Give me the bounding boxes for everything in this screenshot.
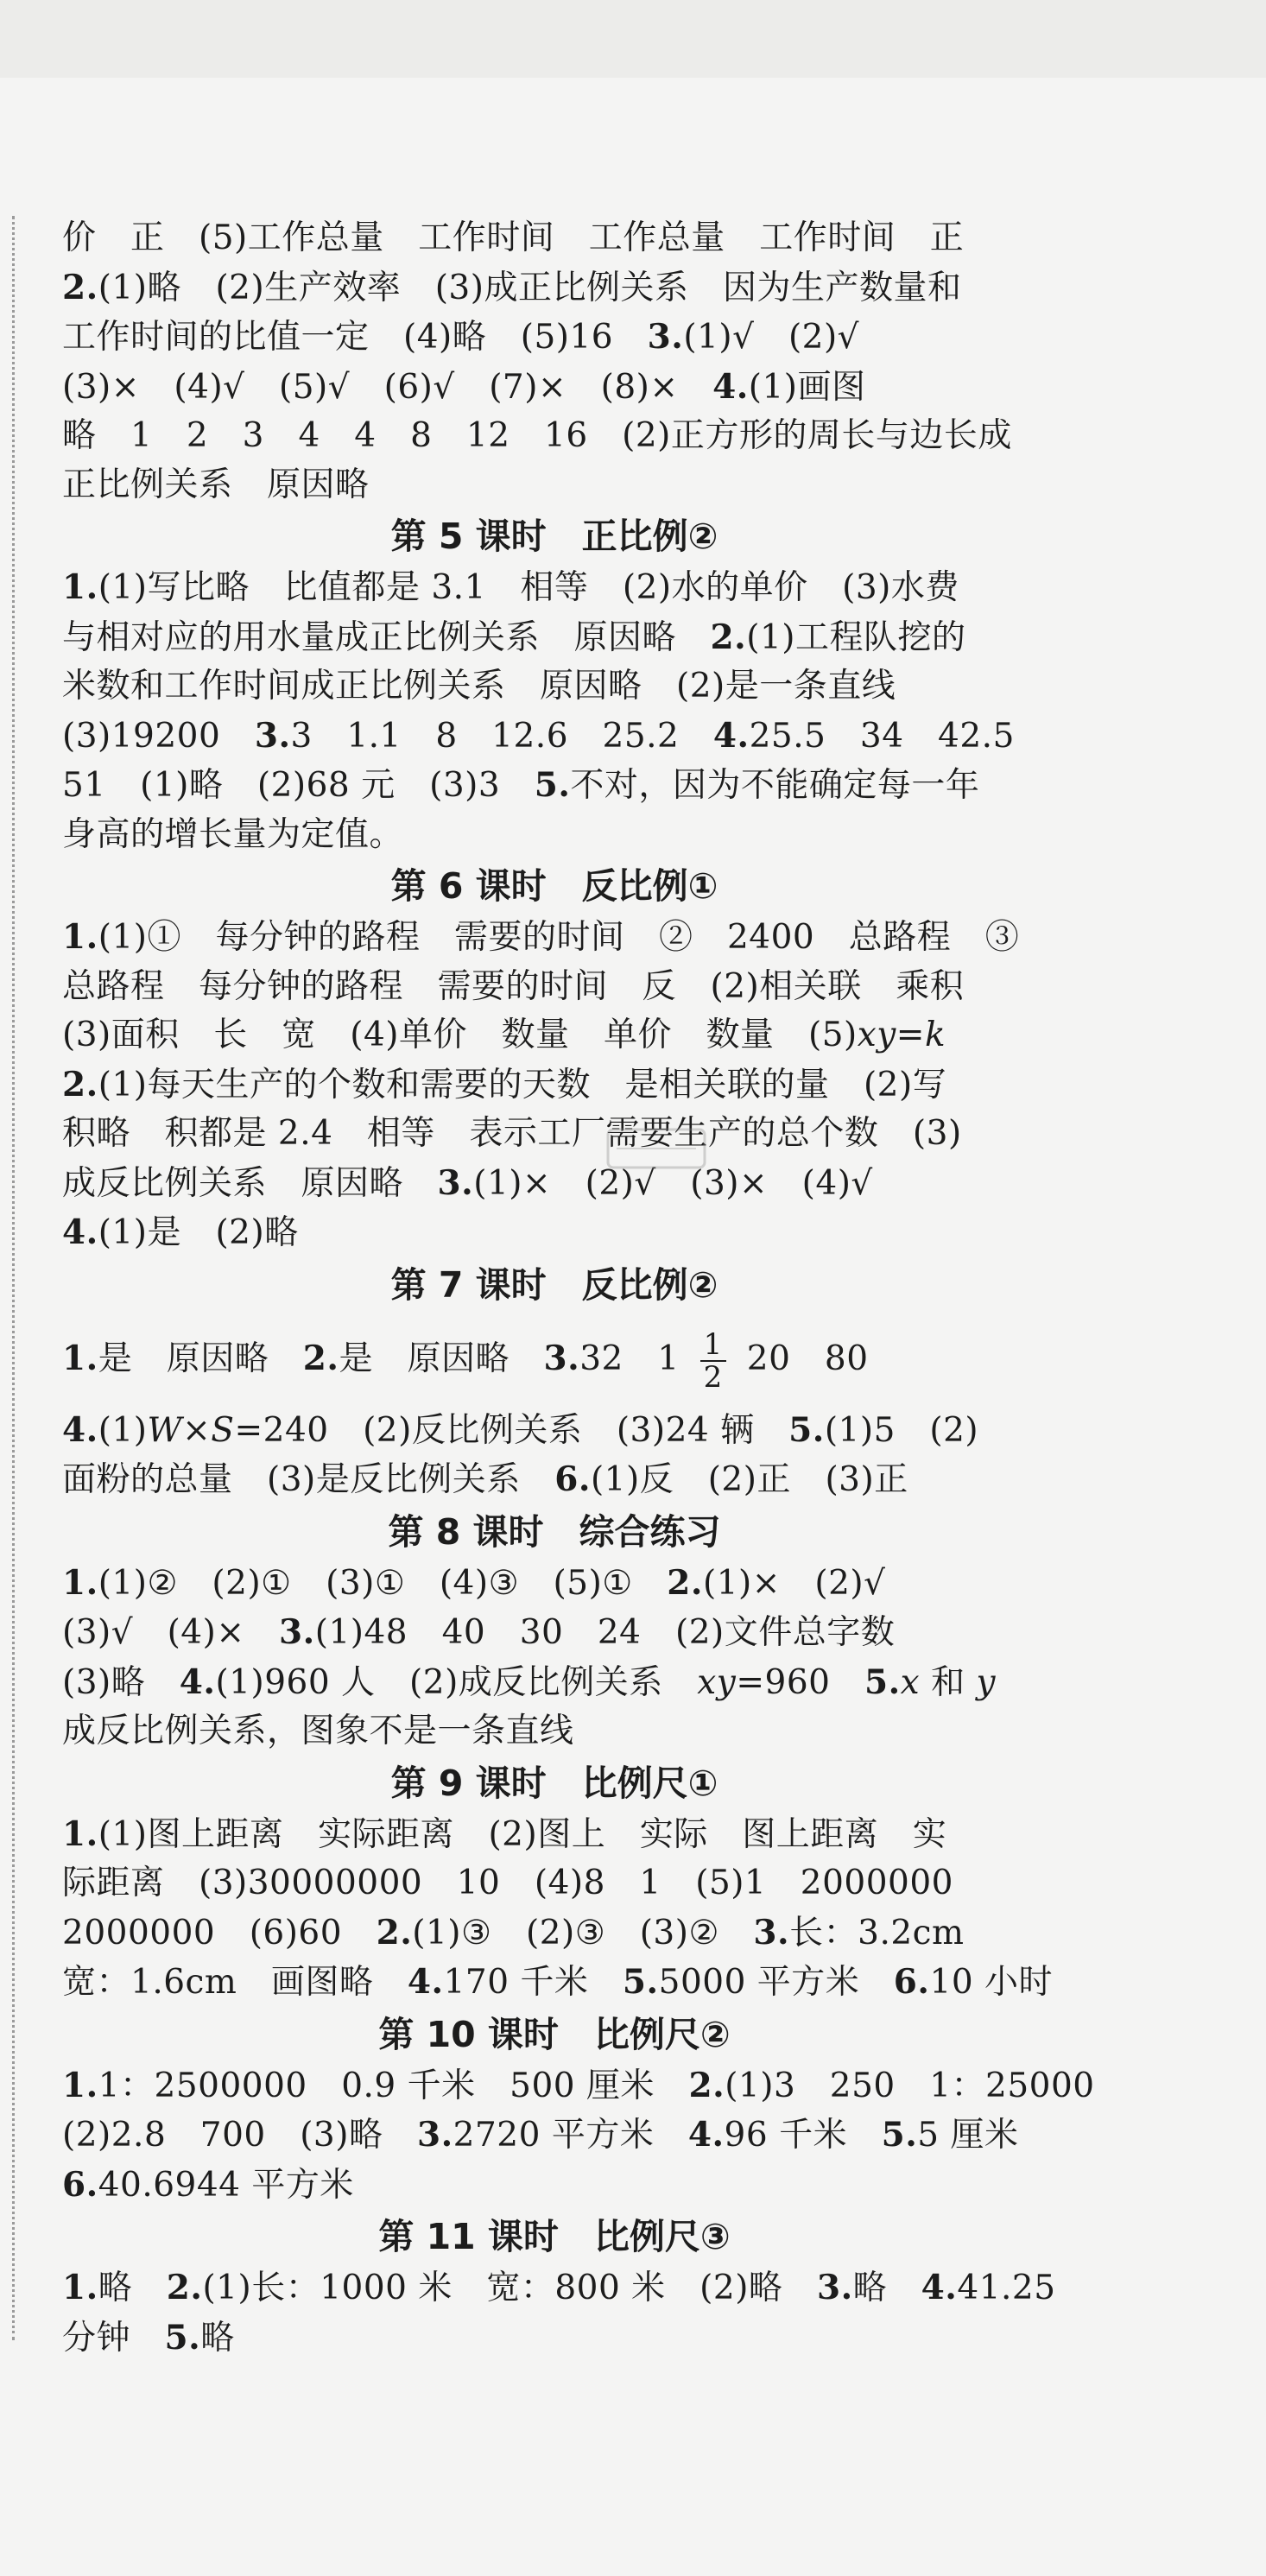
answer-line [62, 2263, 1056, 2313]
answer-text: (1)48 40 30 24 (2)文件总字数 [314, 1613, 896, 1652]
answer-text: (1) [98, 1410, 148, 1450]
question-number: 1. [62, 1338, 98, 1378]
answer-line [62, 811, 1047, 860]
math-variable: x [900, 1662, 921, 1702]
math-variable: xy [857, 1016, 896, 1054]
answer-text: 10 小时 [929, 1963, 1054, 2002]
lesson-title: 第 8 课时 综合练习 [388, 1510, 721, 1553]
answer-text: (1)图上距离 实际距离 (2)图上 实际 图上距离 实 [98, 1814, 947, 1854]
answer-line [62, 1406, 1047, 1456]
answer-line [62, 1455, 1047, 1505]
question-number: 5. [864, 1661, 901, 1702]
lesson-title: 第 11 课时 比例尺③ [378, 2216, 731, 2257]
answer-text: = [896, 1016, 925, 1054]
answer-text: 96 千米 [724, 2116, 882, 2155]
answer-line [62, 2161, 1047, 2211]
answer-text: 略 [98, 2269, 167, 2307]
question-number: 1. [62, 2065, 98, 2105]
lesson-title: 第 6 课时 反比例① [390, 865, 718, 907]
answer-line [62, 313, 1047, 363]
answer-text: 略 1 2 3 4 4 8 12 16 (2)正方形的周长与边长成 [62, 416, 1012, 455]
answer-text: 工作时间的比值一定 (4)略 (5)16 [62, 318, 648, 357]
question-number: 3. [254, 715, 291, 756]
answer-text: 略 [200, 2318, 235, 2358]
answer-text: 长：3.2cm [789, 1913, 965, 1953]
math-variable: y [976, 1662, 997, 1702]
answer-key-content [62, 214, 1095, 2363]
question-number: 1. [62, 917, 98, 957]
answer-text: 2720 平方米 [453, 2116, 688, 2155]
question-number: 4. [62, 1212, 98, 1252]
answer-text: =960 [736, 1662, 864, 1702]
lesson-title: 第 9 课时 比例尺① [390, 1762, 718, 1804]
answer-text: 40.6944 平方米 [98, 2165, 354, 2205]
question-number: 2. [62, 1064, 98, 1104]
top-margin [0, 0, 1266, 78]
answer-text: (1)3 250 1：25000 [725, 2066, 1095, 2105]
answer-text: (1)工程队挖的 [746, 617, 966, 657]
question-number: 2. [376, 1912, 413, 1953]
question-number: 2. [302, 1338, 339, 1378]
answer-text: (1)是 (2)略 [98, 1213, 299, 1252]
answer-text: (3)面积 长 宽 (4)单价 数量 单价 数量 (5) [62, 1016, 858, 1054]
answer-text: (1)画图 [748, 367, 866, 407]
answer-text: (3)√ (4)× [62, 1613, 280, 1652]
answer-line [62, 1608, 1047, 1658]
answer-text: (1)5 (2) [824, 1410, 979, 1450]
answer-line [62, 363, 1047, 413]
answer-text: × [182, 1410, 212, 1450]
answer-text: 积略 积都是 2.4 相等 表示工厂需要生产的总个数 (3) [62, 1114, 962, 1153]
answer-line [62, 761, 1047, 811]
answer-text: 20 80 [746, 1339, 869, 1378]
question-number: 5. [622, 1962, 659, 2002]
answer-text: (3)19200 [62, 716, 255, 756]
answer-line [62, 2313, 1047, 2364]
answer-text: 面粉的总量 (3)是反比例关系 [62, 1460, 555, 1499]
answer-line [62, 1707, 1047, 1756]
answer-text: 1：2500000 0.9 千米 500 厘米 [98, 2066, 689, 2105]
answer-text: 3 1.1 8 12.6 25.2 [290, 716, 713, 756]
answer-text: 2000000 (6)60 [62, 1913, 377, 1953]
answer-text: 170 千米 [443, 1963, 623, 2002]
answer-text: 总路程 每分钟的路程 需要的时间 反 (2)相关联 乘积 [62, 966, 965, 1006]
answer-text: 是 原因略 [339, 1339, 544, 1378]
answer-text: 41.25 [957, 2269, 1056, 2307]
answer-text: 不对，因为不能确定每一年 [570, 766, 980, 805]
answer-text: 略 [852, 2269, 921, 2307]
question-number: 4. [62, 1409, 98, 1450]
answer-line [62, 263, 1047, 313]
question-number: 3. [543, 1338, 580, 1378]
question-number: 6. [893, 1962, 930, 2002]
answer-text: 身高的增长量为定值。 [62, 814, 404, 854]
answer-text: (1)② (2)① (3)① (4)③ (5)① [98, 1563, 668, 1603]
fraction [700, 1326, 726, 1395]
answer-line [62, 1208, 1047, 1258]
answer-text: 分钟 [62, 2318, 165, 2358]
answer-text: (3)略 [62, 1662, 180, 1702]
question-number: 4. [179, 1661, 216, 1702]
answer-text: 际距离 (3)30000000 10 (4)8 1 (5)1 2000000 [62, 1864, 953, 1902]
answer-text: 5 厘米 [917, 2116, 1019, 2155]
answer-line [62, 2111, 1047, 2161]
answer-text: (1)略 (2)生产效率 (3)成正比例关系 因为生产数量和 [98, 268, 962, 307]
answer-line [62, 1559, 1047, 1609]
question-number: 2. [166, 2268, 203, 2307]
answer-line [62, 613, 1047, 663]
answer-text: (1)√ (2)√ [683, 318, 860, 357]
answer-text: (1)× (2)√ [702, 1563, 886, 1603]
answer-line [62, 1958, 1054, 2008]
fraction-numerator: 1 [700, 1329, 726, 1362]
answer-text: 32 1 [579, 1339, 680, 1378]
answer-line [62, 1859, 1047, 1908]
question-number: 5. [788, 1409, 825, 1450]
answer-line [62, 1159, 1047, 1209]
question-number: 5. [881, 2115, 918, 2155]
question-number: 2. [688, 2065, 725, 2105]
math-variable: k [924, 1016, 946, 1054]
answer-line [62, 1312, 1047, 1406]
answer-text: (1)每天生产的个数和需要的天数 是相关联的量 (2)写 [98, 1065, 947, 1104]
question-number: 2. [667, 1562, 703, 1603]
answer-text: (1)960 人 (2)成反比例关系 [215, 1662, 698, 1702]
answer-line [62, 662, 1047, 712]
answer-line [62, 1060, 1047, 1111]
answer-text: (1)反 (2)正 (3)正 [590, 1460, 908, 1499]
answer-line [62, 563, 1047, 613]
question-number: 6. [62, 2164, 98, 2205]
binding-dotted-line [12, 216, 15, 2340]
answer-line [62, 2061, 1095, 2111]
answer-line [62, 1658, 1047, 1708]
answer-line [62, 963, 1047, 1012]
question-number: 1. [62, 1813, 98, 1854]
question-number: 6. [554, 1459, 591, 1499]
math-variable: W [147, 1410, 183, 1450]
question-number: 1. [62, 1562, 98, 1603]
answer-text: 米数和工作时间成正比例关系 原因略 (2)是一条直线 [62, 667, 896, 706]
answer-text: (1)× (2)√ (3)× (4)√ [473, 1163, 873, 1203]
question-number: 4. [687, 2115, 725, 2155]
answer-text: 和 [920, 1662, 977, 1702]
answer-text: 宽：1.6cm 画图略 [62, 1963, 408, 2002]
answer-line [62, 913, 1047, 963]
math-variable: S [211, 1410, 235, 1450]
answer-text: (1)① 每分钟的路程 需要的时间 ② 2400 总路程 ③ [98, 918, 1020, 957]
question-number: 3. [437, 1162, 474, 1203]
question-number: 4. [921, 2268, 958, 2307]
lesson-title: 第 10 课时 比例尺② [378, 2013, 731, 2055]
question-number: 3. [816, 2268, 853, 2307]
answer-line [62, 1810, 1047, 1860]
question-number: 3. [647, 317, 684, 357]
question-number: 3. [416, 2115, 453, 2155]
answer-line [62, 214, 1047, 263]
answer-text: (1)③ (2)③ (3)② [412, 1913, 754, 1953]
question-number: 4. [407, 1962, 444, 2002]
answer-text: 正比例关系 原因略 [62, 465, 370, 504]
faint-stamp-mark [605, 1123, 708, 1174]
question-number: 2. [710, 617, 747, 657]
answer-text: 价 正 (5)工作总量 工作时间 工作总量 工作时间 正 [62, 218, 965, 257]
answer-text: (1)长：1000 米 宽：800 米 (2)略 [202, 2269, 817, 2307]
answer-text: 成反比例关系，图象不是一条直线 [62, 1712, 574, 1750]
answer-line [62, 1011, 1047, 1060]
answer-line [62, 461, 1047, 510]
lesson-title: 第 7 课时 反比例② [390, 1263, 718, 1306]
answer-text: 25.5 34 42.5 [749, 716, 1015, 756]
answer-text: 成反比例关系 原因略 [62, 1163, 438, 1203]
answer-text: 51 (1)略 (2)68 元 (3)3 [62, 766, 535, 805]
question-number: 2. [62, 267, 98, 307]
question-number: 4. [712, 366, 749, 407]
question-number: 5. [534, 765, 571, 805]
answer-line [62, 1908, 1047, 1959]
question-number: 3. [279, 1612, 315, 1652]
question-number: 4. [712, 715, 750, 756]
answer-text: 是 原因略 [98, 1339, 303, 1378]
lesson-title: 第 5 课时 正比例② [390, 516, 718, 557]
question-number: 1. [62, 2268, 98, 2307]
answer-line [62, 712, 1047, 762]
fraction-denominator: 2 [703, 1359, 723, 1395]
answer-line [62, 1110, 1047, 1159]
answer-text: (1)写比略 比值都是 3.1 相等 (2)水的单价 (3)水费 [98, 568, 959, 607]
question-number: 5. [164, 2317, 201, 2358]
answer-text: (2)2.8 700 (3)略 [62, 2116, 417, 2155]
question-number: 3. [753, 1912, 790, 1953]
answer-text: 与相对应的用水量成正比例关系 原因略 [62, 617, 711, 657]
answer-line [62, 412, 1047, 461]
math-variable: xy [697, 1662, 737, 1702]
answer-text: =240 (2)反比例关系 (3)24 辆 [234, 1410, 789, 1450]
answer-text: 5000 平方米 [658, 1963, 894, 2002]
question-number: 1. [62, 567, 98, 607]
answer-text: (3)× (4)√ (5)√ (6)√ (7)× (8)× [62, 367, 713, 407]
